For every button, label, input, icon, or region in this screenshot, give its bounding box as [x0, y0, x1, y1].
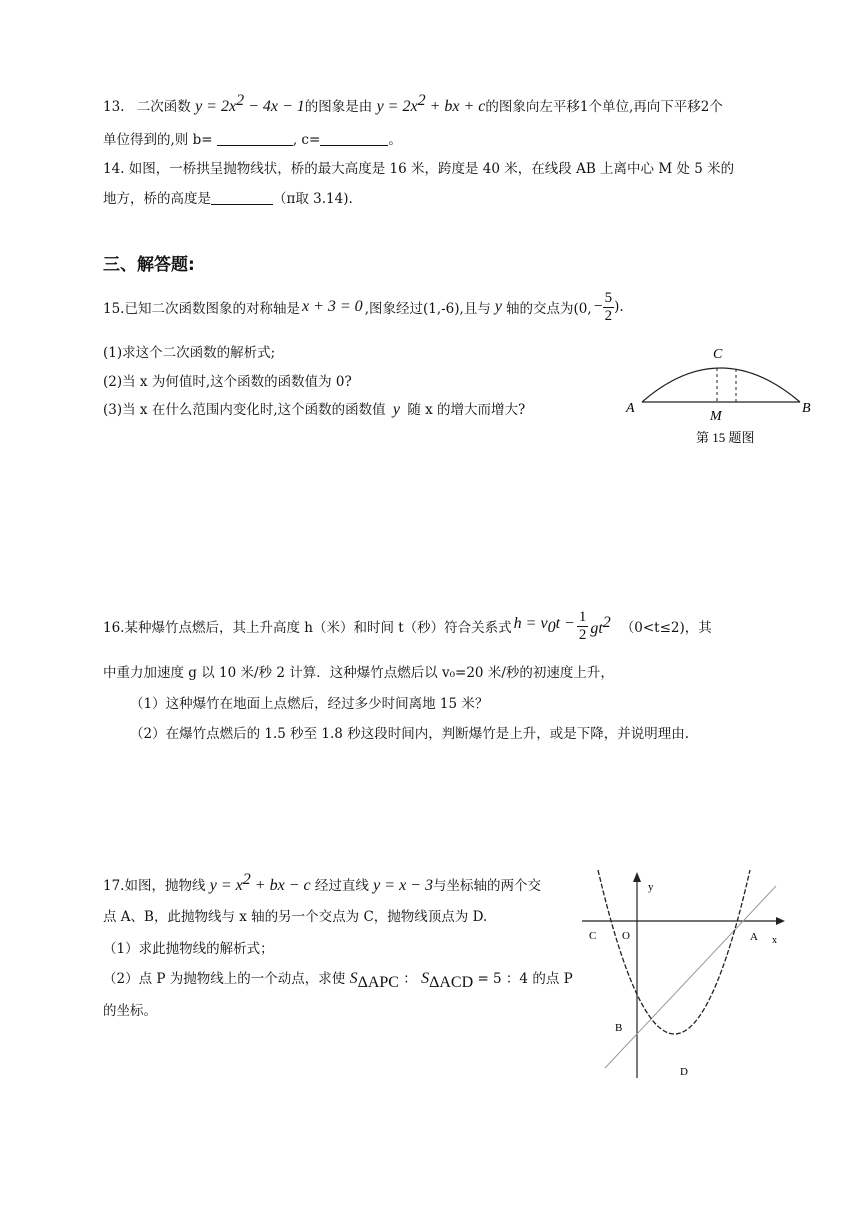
figure-caption: 第 15 题图	[696, 430, 755, 445]
q17-area-apc: $S_{\Delta APC}$	[349, 970, 399, 992]
q13-function-1: $y = 2x^2 - 4x - 1$	[195, 92, 305, 115]
q16-sub2: （2）在爆竹点燃后的 1.5 秒至 1.8 秒这段时间内，判断爆竹是上升，或是下降，并说明理由.	[130, 726, 689, 742]
q15-text-3: 轴的交点为(0,	[505, 301, 592, 317]
bridge-arch-figure	[620, 338, 830, 450]
q17-text-1: 17.如图，抛物线	[103, 878, 206, 894]
q15-sub2: (2)当 x 为何值时,这个函数的函数值为 0?	[103, 374, 352, 390]
q16-range: （0<t≤2)，其	[620, 620, 712, 636]
label-a: A	[750, 931, 758, 943]
q13-text-4: 单位得到的,则 b=	[103, 132, 213, 148]
section-heading: 三、解答题:	[103, 255, 195, 275]
label-b: B	[802, 401, 811, 416]
q16-formula-right: $gt^2$	[590, 614, 611, 637]
q13-line1	[103, 92, 723, 116]
q16-formula-left: $h = v_0t$ −	[513, 614, 575, 637]
q13-text-2: 的图象是由	[304, 99, 373, 115]
q13-answer-c-blank[interactable]	[320, 133, 388, 146]
q17-line2: 点 A、B，此抛物线与 x 轴的另一个交点为 C，抛物线顶点为 D.	[103, 909, 488, 925]
label-o: O	[622, 930, 630, 942]
q15-sub3-y: y	[392, 401, 401, 418]
q14-answer-blank[interactable]	[211, 192, 273, 205]
q17-line1	[103, 871, 541, 895]
line-through-a-b	[605, 886, 776, 1068]
q15-sub1: (1)求这个二次函数的解析式;	[103, 345, 276, 361]
q13-answer-b-blank[interactable]	[217, 133, 293, 146]
q14-line2	[103, 187, 353, 207]
q13-text-5: , c=	[292, 132, 321, 148]
q16-sub1: （1）这种爆竹在地面上点燃后，经过多少时间离地 15 米？	[130, 696, 489, 712]
q17-parabola-equation: $y = x^2$ + bx − c	[209, 871, 311, 894]
x-axis-arrow	[776, 917, 785, 925]
q14-text-1: 地方，桥的高度是	[103, 191, 211, 207]
q15-axis-equation: x + 3 = 0	[301, 298, 363, 315]
label-c: C	[713, 347, 723, 362]
q13-text-3: 的图象向左平移1个单位,再向下平移2个	[485, 99, 723, 115]
y-axis-arrow	[633, 872, 641, 882]
q15-sub3-text-2: 随 x 的增大而增大?	[407, 402, 526, 418]
q15-y-variable: y	[494, 298, 502, 315]
q17-sub1: （1）求此抛物线的解析式；	[103, 941, 274, 957]
q17-line5: 的坐标。	[103, 1003, 157, 1019]
q15-fraction	[603, 290, 615, 325]
q15-text-4: ).	[614, 299, 624, 315]
q16-fraction	[577, 609, 589, 644]
q17-sub2-text-2: = 5 ：4 的点 P	[477, 971, 573, 987]
q17-sub2-text-1: （2）点 P 为抛物线上的一个动点，求使	[103, 971, 346, 987]
q15-line1	[103, 287, 624, 327]
q15-sub3	[103, 398, 525, 419]
label-b: B	[615, 1022, 623, 1034]
q15-minus-sign: −	[593, 298, 603, 315]
q16-line1	[103, 606, 712, 646]
label-c: C	[589, 930, 597, 942]
parabola-curve	[598, 870, 750, 1034]
q15-fraction-numerator: 5	[604, 289, 613, 306]
q17-text-2: 经过直线	[314, 878, 369, 894]
arch-curve	[642, 368, 800, 402]
q14-line1: 14. 如图，一桥拱呈抛物线状，桥的最大高度是 16 米，跨度是 40 米，在线段 AB 上离中心 M 处 5 米的	[103, 161, 735, 177]
q13-number: 13.	[103, 99, 125, 115]
q13-text-1: 二次函数	[136, 99, 191, 115]
q13-line2	[103, 128, 402, 148]
q16-text-1: 16.某种爆竹点燃后，其上升高度 h（米）和时间 t（秒）符合关系式	[103, 620, 512, 636]
q17-area-acd: $S_{\Delta ACD}$	[421, 970, 474, 992]
label-y: y	[648, 881, 654, 893]
q13-function-2: $y = 2x^2$ + bx + c	[376, 92, 486, 115]
q16-fraction-denominator: 2	[578, 626, 587, 643]
q16-line2: 中重力加速度 g 以 10 米/秒 2 计算．这种爆竹点燃后以 v₀=20 米/秒的初速度上升，	[103, 665, 614, 681]
label-x: x	[772, 935, 777, 946]
label-m: M	[710, 409, 722, 424]
q15-text-2: ,图象经过(1,-6),且与	[364, 301, 491, 317]
label-d: D	[680, 1066, 688, 1078]
q13-text-6: 。	[388, 132, 402, 148]
q15-fraction-denominator: 2	[604, 307, 613, 324]
q17-line-equation: y = x − 3	[373, 877, 433, 894]
q16-fraction-numerator: 1	[578, 608, 587, 625]
q17-sub2	[103, 967, 573, 992]
q17-text-3: 与坐标轴的两个交	[432, 878, 541, 894]
q15-sub3-text-1: (3)当 x 在什么范围内变化时,这个函数的函数值	[103, 402, 386, 418]
parabola-graph-figure	[580, 868, 790, 1080]
label-a: A	[626, 401, 635, 416]
q17-sub2-colon: ：	[403, 971, 417, 987]
q15-text-1: 15.已知二次函数图象的对称轴是	[103, 301, 300, 317]
q14-text-2: （π取 3.14).	[273, 191, 353, 207]
